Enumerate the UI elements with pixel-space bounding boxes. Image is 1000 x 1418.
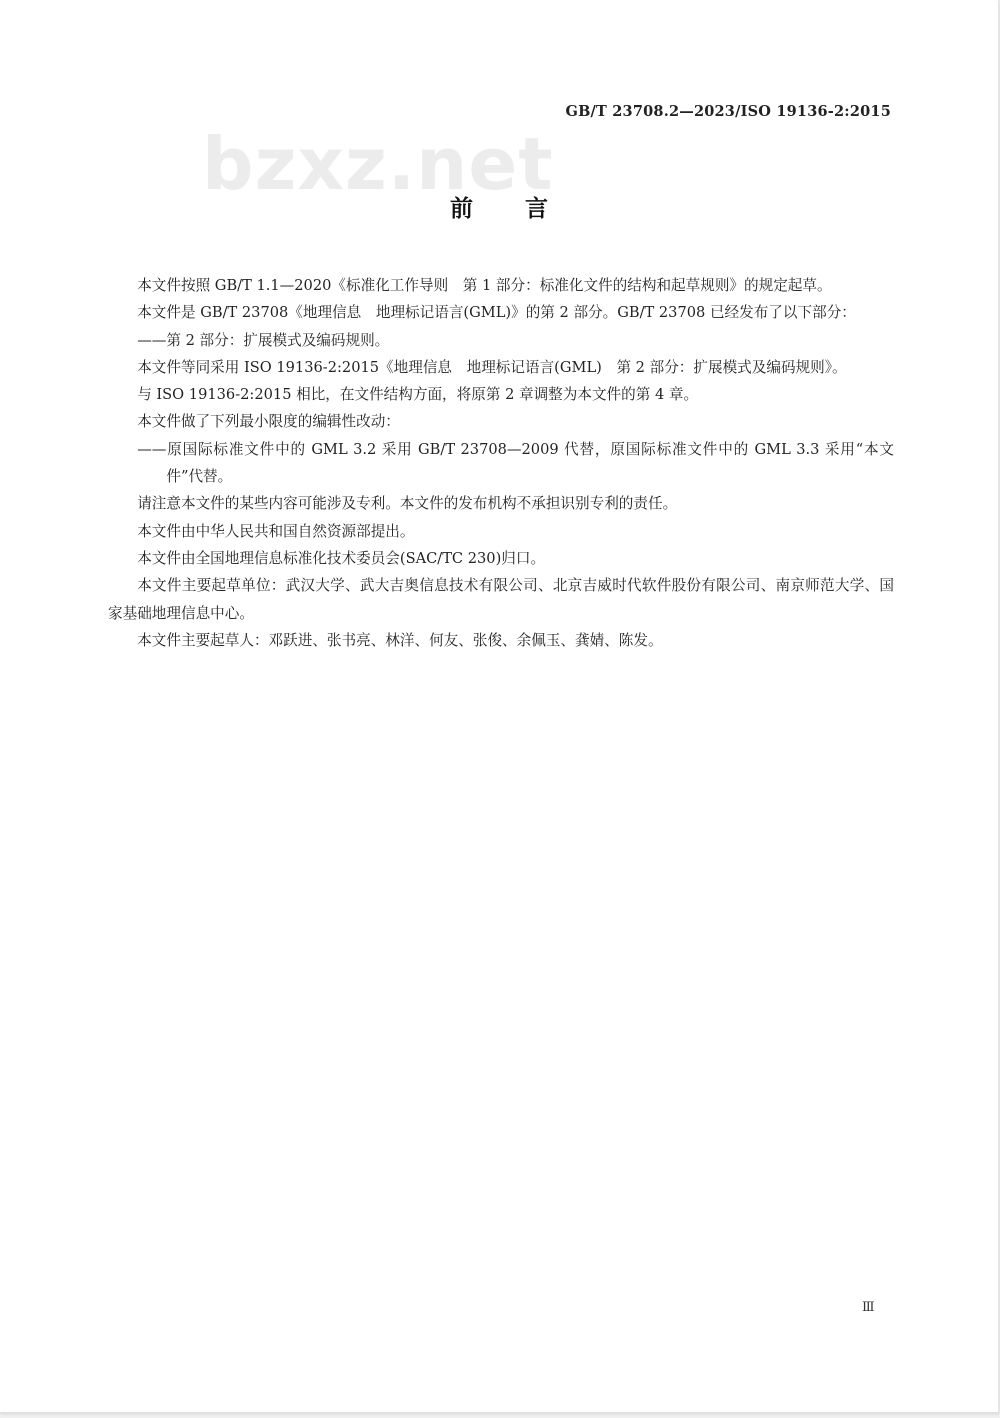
foreword-body xyxy=(108,272,894,654)
paragraph-drafting-rules: 本文件按照 GB/T 1.1—2020《标准化工作导则 第 1 部分：标准化文件的结构和起草规则》的规定起草。 xyxy=(137,277,832,294)
page-number: Ⅲ xyxy=(862,1300,875,1315)
paragraph-patent-notice: 请注意本文件的某些内容可能涉及专利。本文件的发布机构不承担识别专利的责任。 xyxy=(137,495,678,513)
watermark: bzxz.net xyxy=(202,122,554,206)
list-item-editorial-change: ——原国际标准文件中的 GML 3.2 采用 GB/T 23708—2009 代替，原国际标准文件中的 GML 3.3 采用“本文件”代替。 xyxy=(137,440,894,486)
paragraph-committee: 本文件由全国地理信息标准化技术委员会(SAC/TC 230)归口。 xyxy=(137,549,546,567)
paragraph-editorial-changes: 本文件做了下列最小限度的编辑性改动： xyxy=(137,413,400,431)
standard-code-header: GB/T 23708.2—2023/ISO 19136-2:2015 xyxy=(565,103,891,120)
page-title: 前言 xyxy=(450,196,600,222)
paragraph-drafting-organizations: 本文件主要起草单位：武汉大学、武大吉奥信息技术有限公司、北京吉威时代软件股份有限公司、南京师范大学、国家基础地理信息中心。 xyxy=(108,577,894,622)
paragraph-drafters: 本文件主要起草人：邓跃进、张书亮、林洋、何友、张俊、余佩玉、龚婧、陈发。 xyxy=(137,631,663,649)
paragraph-structure-change: 与 ISO 19136-2:2015 相比，在文件结构方面，将原第 2 章调整为本文件的第 4 章。 xyxy=(137,386,699,404)
paragraph-proposer: 本文件由中华人民共和国自然资源部提出。 xyxy=(137,522,415,540)
paragraph-identical-adoption: 本文件等同采用 ISO 19136-2:2015《地理信息 地理标记语言(GML) 第 2 部分：扩展模式及编码规则》。 xyxy=(137,358,847,376)
paragraph-part-2-item: ——第 2 部分：扩展模式及编码规则。 xyxy=(137,331,390,349)
paragraph-series-parts: 本文件是 GB/T 23708《地理信息 地理标记语言(GML)》的第 2 部分。GB/T 23708 已经发布了以下部分： xyxy=(137,304,856,322)
